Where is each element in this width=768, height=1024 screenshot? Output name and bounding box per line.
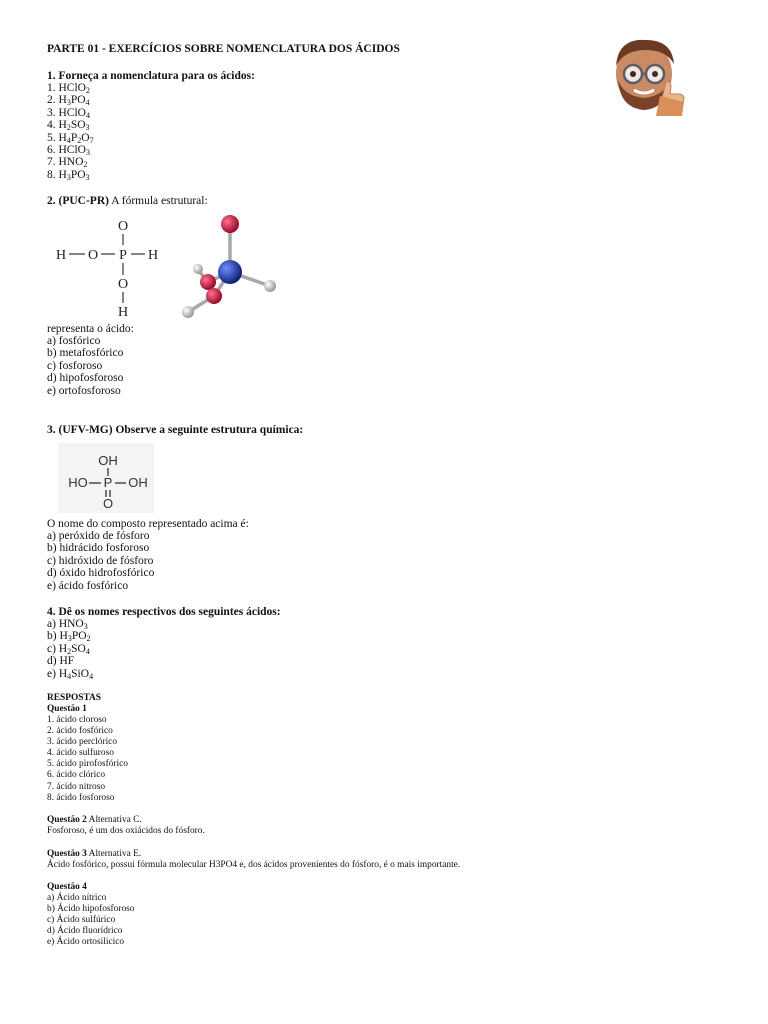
answer-option: c) fosforoso [47, 359, 103, 372]
answer-item: c) Ácido sulfúrico [47, 915, 116, 926]
question-2-heading [47, 195, 208, 207]
item-number: d) [47, 655, 60, 668]
item-number: 7. [47, 156, 59, 169]
answer-item: 5. ácido pirofosfórico [47, 759, 128, 770]
ball-and-stick-model [176, 210, 288, 322]
formula-item [47, 94, 94, 106]
oxygen-atom [206, 288, 222, 304]
atom-p: P [119, 248, 127, 263]
item-number: 1. [47, 82, 59, 94]
formula-subscript: 2 [86, 634, 91, 644]
formula-text: HClO [58, 82, 86, 94]
question-4-list [47, 618, 93, 680]
formula-subscript: 3 [67, 634, 72, 644]
formula-subscript: 2 [66, 123, 71, 133]
answer-option: a) fosfórico [47, 335, 101, 347]
answer-4-list [47, 893, 135, 948]
answer-item: 1. ácido cloroso [47, 715, 107, 725]
formula-item [47, 82, 94, 94]
formula-subscript: 4 [66, 135, 71, 145]
question-3-intro: O nome do composto representado acima é: [47, 518, 249, 530]
atom-h-bottom: H [117, 305, 129, 320]
memoji-thumbs-up-icon [606, 36, 690, 116]
formula-subscript: 2 [85, 86, 91, 95]
formula-item [47, 107, 94, 119]
formula-text: H [59, 630, 68, 643]
formula-text: SO [71, 642, 86, 655]
item-number: 4. [47, 119, 59, 132]
oxygen-atom [200, 274, 216, 290]
answer-2-value: Alternativa C. [86, 815, 142, 825]
formula-text: SO [70, 119, 86, 132]
answer-item: 2. ácido fosfórico [47, 726, 113, 737]
hydrogen-atom [182, 306, 194, 318]
formula-item [47, 668, 93, 680]
atom-o-bottom: O [117, 277, 129, 292]
answers-heading: RESPOSTAS [47, 693, 102, 703]
group-oh-top: OH [98, 453, 118, 468]
formula-text: H [58, 168, 67, 181]
atom-h-left: H [55, 248, 67, 263]
formula-subscript: 4 [67, 671, 72, 681]
hydrogen-atom [193, 264, 203, 274]
formula-item [47, 132, 94, 144]
answer-option: e) ácido fosfórico [47, 579, 129, 592]
answer-item: d) Ácido fluorídrico [47, 926, 123, 937]
formula-text: HNO [58, 156, 84, 169]
page-title: PARTE 01 - EXERCÍCIOS SOBRE NOMENCLATURA DOS ÁCIDOS [47, 43, 400, 55]
item-number: b) [47, 630, 60, 643]
answer-1-list [47, 715, 128, 804]
structural-formula-phosphoric-acid [58, 443, 154, 513]
formula-text: HClO [58, 106, 86, 119]
answer-item: 8. ácido fosforoso [47, 792, 115, 803]
formula-item [47, 630, 93, 642]
formula-item [47, 618, 93, 630]
formula-item [47, 655, 93, 667]
formula-item [47, 119, 94, 131]
answer-item: b) Ácido hipofosforoso [47, 904, 135, 915]
group-ho-left: HO [68, 475, 88, 490]
question-3-heading: 3. (UFV-MG) Observe a seguinte estrutura química: [47, 424, 304, 436]
item-number: 6. [47, 144, 59, 157]
formula-text: H [58, 119, 67, 132]
answer-option: d) hipofosforoso [47, 372, 124, 385]
formula-subscript: 3 [85, 123, 90, 133]
atom-o-top: O [117, 219, 129, 234]
formula-text: PO [70, 94, 86, 107]
answer-3-value: Alternativa E. [86, 849, 142, 859]
atom-o-bottom: O [102, 496, 114, 511]
formula-text: PO [70, 168, 86, 181]
answer-2-label: Questão 2 [47, 815, 87, 825]
answer-item: e) Ácido ortosilícico [47, 937, 125, 948]
formula-subscript: 3 [66, 98, 71, 108]
answer-option: d) óxido hidrofosfórico [47, 567, 155, 580]
answer-item: 6. ácido clórico [47, 770, 106, 781]
formula-subscript: 2 [67, 646, 72, 656]
formula-text: PO [71, 630, 87, 643]
question-2-source: 2. (PUC-PR) [47, 195, 109, 207]
formula-text: H [58, 667, 68, 680]
phosphorus-atom [218, 260, 242, 284]
answer-option: b) metafosfórico [47, 347, 124, 360]
answer-item: 3. ácido perclórico [47, 737, 118, 748]
question-1-heading: 1. Forneça a nomenclatura para os ácidos: [47, 70, 255, 82]
answer-2-line [47, 815, 142, 826]
formula-text: H [58, 642, 68, 655]
answer-item: 7. ácido nitroso [47, 781, 106, 792]
item-number: 3. [47, 106, 59, 119]
formula-subscript: 4 [85, 110, 91, 120]
formula-item [47, 144, 94, 156]
item-number: c) [47, 642, 59, 655]
formula-item [47, 643, 93, 655]
answer-option: c) hidróxido de fósforo [47, 554, 154, 567]
formula-item [47, 169, 94, 181]
formula-subscript: 3 [66, 172, 71, 182]
formula-subscript: 3 [83, 622, 88, 631]
formula-subscript: 3 [85, 148, 91, 158]
answer-item: 4. ácido sulfuroso [47, 748, 114, 759]
question-2-options [47, 335, 123, 397]
answer-3-explanation: Ácido fosfórico, possui fórmula molecular H3PO4 e, dos ácidos provenientes do fósforo, é o mais importante. [47, 860, 461, 870]
answer-4-label: Questão 4 [47, 882, 87, 892]
formula-subscript: 3 [85, 172, 90, 182]
formula-subscript: 7 [89, 135, 94, 145]
formula-item [47, 156, 94, 168]
formula-text: HNO [58, 618, 84, 630]
answer-option: e) ortofosforoso [47, 384, 121, 397]
question-2-intro: representa o ácido: [47, 323, 134, 335]
answer-option: b) hidrácido fosforoso [47, 542, 150, 555]
atom-p: P [103, 475, 113, 490]
structural-formula-phosphorous-acid [52, 214, 168, 320]
item-number: 5. [47, 131, 59, 144]
group-oh-right: OH [128, 475, 148, 490]
formula-text: SiO [71, 667, 90, 680]
formula-text: P [70, 131, 78, 144]
question-1-list [47, 82, 94, 181]
question-4-heading: 4. Dê os nomes respectivos dos seguintes ácidos: [47, 606, 281, 618]
formula-subscript: 2 [83, 160, 88, 170]
formula-subscript: 4 [85, 646, 90, 656]
answer-option: a) peróxido de fósforo [47, 530, 150, 542]
formula-text: HClO [58, 144, 86, 157]
answer-item: a) Ácido nítrico [47, 893, 107, 903]
formula-subscript: 4 [89, 671, 94, 681]
question-3-options [47, 530, 154, 592]
formula-subscript: 4 [85, 98, 90, 108]
answer-3-line [47, 849, 141, 860]
item-number: 8. [47, 168, 59, 181]
answer-2-explanation: Fosforoso, é um dos oxiácidos do fósforo. [47, 826, 205, 836]
item-number: 2. [47, 94, 59, 107]
oxygen-atom [221, 215, 239, 233]
formula-text: O [81, 131, 90, 144]
item-number: a) [47, 618, 59, 630]
atom-o-left: O [87, 248, 99, 263]
atom-h-right: H [147, 248, 159, 263]
answer-3-label: Questão 3 [47, 849, 87, 859]
answer-1-label: Questão 1 [47, 704, 87, 714]
question-2-text: A fórmula estrutural: [108, 195, 208, 207]
formula-text: H [58, 94, 67, 107]
hydrogen-atom [264, 280, 276, 292]
item-number: e) [47, 667, 59, 680]
formula-text: HF [59, 655, 75, 668]
formula-subscript: 2 [77, 135, 82, 145]
formula-text: H [58, 131, 67, 144]
